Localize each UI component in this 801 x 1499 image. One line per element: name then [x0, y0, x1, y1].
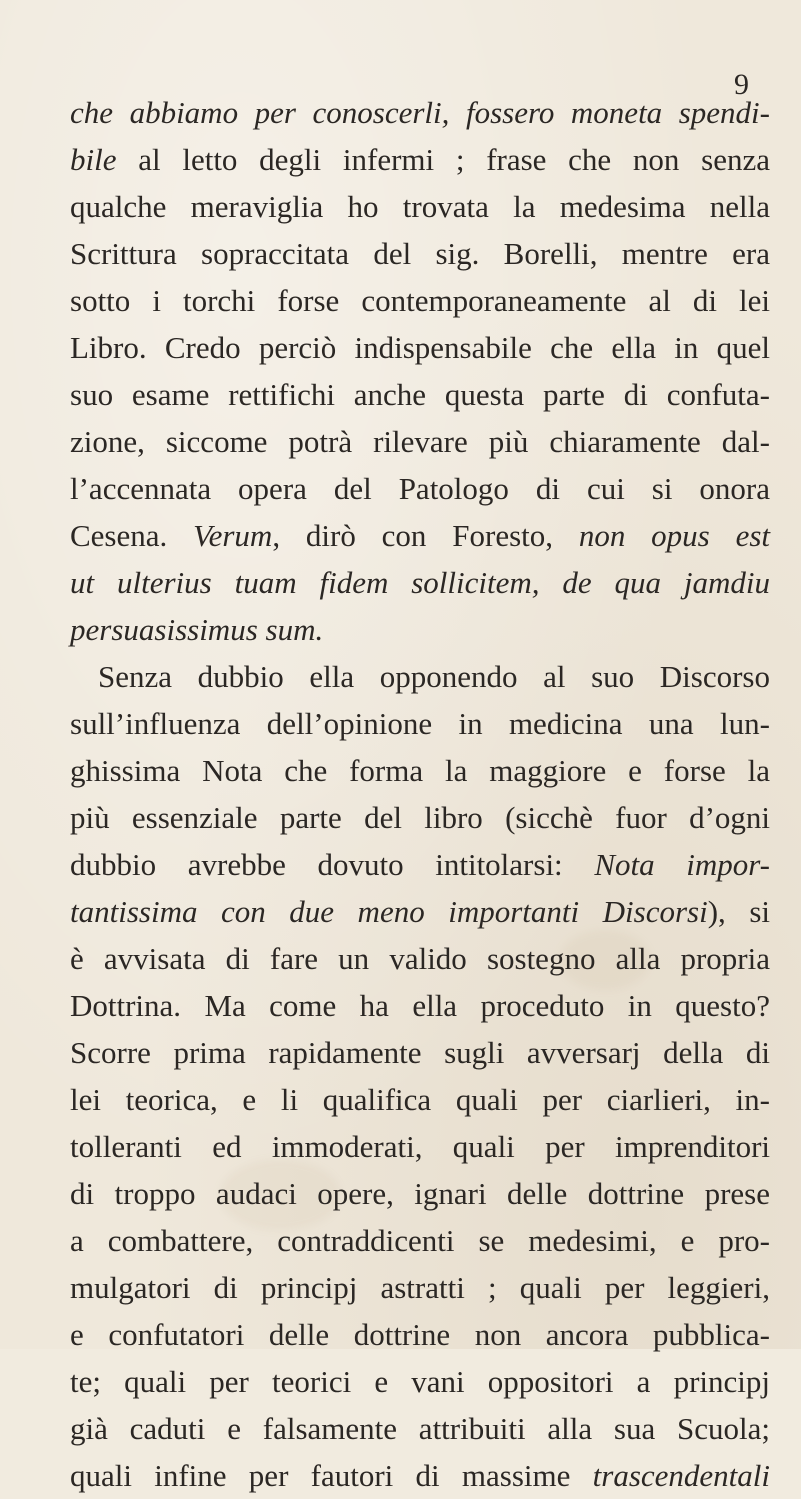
text-segment: sull’influenza dell’opinione in medicina una lun- [70, 706, 770, 741]
text-segment: Dottrina. Ma come ha ella proceduto in questo? [70, 988, 770, 1023]
text-segment: , dirò con Foresto, [272, 518, 579, 553]
text-line [70, 794, 770, 841]
text-segment: più essenziale parte del libro (sicchè fuor d’ogni [70, 800, 770, 835]
text-line [70, 1123, 770, 1170]
text-line [70, 559, 770, 606]
text-segment: al letto degli infermi ; frase che non senza [116, 142, 770, 177]
text-segment: Senza dubbio ella opponendo al suo Discorso [98, 659, 770, 694]
text-segment: qualche meraviglia ho trovata la medesima nella [70, 189, 770, 224]
text-line [70, 1029, 770, 1076]
text-segment: dubbio avrebbe dovuto intitolarsi: [70, 847, 595, 882]
text-segment: sotto i torchi forse contemporaneamente al di lei [70, 283, 770, 318]
text-segment: Scrittura sopraccitata del sig. Borelli, mentre era [70, 236, 770, 271]
text-line [70, 1264, 770, 1311]
text-line [70, 1358, 770, 1405]
text-line [70, 653, 770, 700]
italic-text-segment: Nota impor- [594, 847, 771, 882]
italic-text-segment: ut ulterius tuam fidem sollicitem, de qua jamdiu [70, 565, 770, 600]
text-segment: e confutatori delle dottrine non ancora pubblica- [70, 1317, 770, 1352]
text-segment: l’accennata opera del Patologo di cui si onora [70, 471, 770, 506]
text-segment: ghissima Nota che forma la maggiore e forse la [70, 753, 770, 788]
text-segment: suo esame rettifichi anche questa parte di confuta- [70, 377, 770, 412]
italic-text-segment: fossero moneta spendi- [465, 95, 770, 130]
italic-text-segment: Verum [193, 518, 273, 553]
italic-text-segment: non opus est [578, 518, 770, 553]
text-line [70, 888, 770, 935]
text-line [70, 324, 770, 371]
body-text [70, 89, 770, 1499]
text-segment: Cesena. [70, 518, 194, 553]
text-line [70, 89, 770, 136]
text-line [70, 183, 770, 230]
text-segment: ), si [707, 894, 770, 929]
text-line [70, 982, 770, 1029]
text-line [70, 230, 770, 277]
text-line [70, 1170, 770, 1217]
text-segment: quali infine per fautori di massime [70, 1458, 593, 1493]
text-line [70, 512, 770, 559]
text-line [70, 371, 770, 418]
text-line [70, 1076, 770, 1123]
text-segment: a combattere, contraddicenti se medesimi, e pro- [70, 1223, 770, 1258]
text-segment: mulgatori di principj astratti ; quali per leggieri, [70, 1270, 770, 1305]
page-number: 9 [734, 68, 749, 101]
text-segment: zione, siccome potrà rilevare più chiaramente dal- [70, 424, 770, 459]
text-line [70, 606, 770, 653]
italic-text-segment: persuasissimus sum. [70, 612, 324, 647]
text-line [70, 1217, 770, 1264]
text-segment: già caduti e falsamente attribuiti alla sua Scuola; [70, 1411, 770, 1446]
text-line [70, 841, 770, 888]
text-line [70, 1405, 770, 1452]
italic-text-segment: che abbiamo per conoscerli, [70, 95, 466, 130]
text-segment: te; quali per teorici e vani oppositori a principj [70, 1364, 770, 1399]
text-segment: Scorre prima rapidamente sugli avversarj della di [70, 1035, 770, 1070]
text-line [70, 935, 770, 982]
text-line [70, 277, 770, 324]
text-line [70, 1452, 770, 1499]
text-line [70, 1311, 770, 1358]
text-segment: lei teorica, e li qualifica quali per ciarlieri, in- [70, 1082, 770, 1117]
text-segment: è avvisata di fare un valido sostegno alla propria [70, 941, 770, 976]
text-line [70, 747, 770, 794]
text-line [70, 136, 770, 183]
text-line [70, 465, 770, 512]
text-line [70, 418, 770, 465]
italic-text-segment: tantissima con due meno importanti Discorsi [70, 894, 708, 929]
text-segment: tolleranti ed immoderati, quali per imprenditori [70, 1129, 770, 1164]
text-line [70, 700, 770, 747]
text-segment: di troppo audaci opere, ignari delle dottrine prese [70, 1176, 770, 1211]
italic-text-segment: bile [70, 142, 117, 177]
italic-text-segment: trascendentali [592, 1458, 770, 1493]
text-segment: Libro. Credo perciò indispensabile che ella in quel [70, 330, 770, 365]
